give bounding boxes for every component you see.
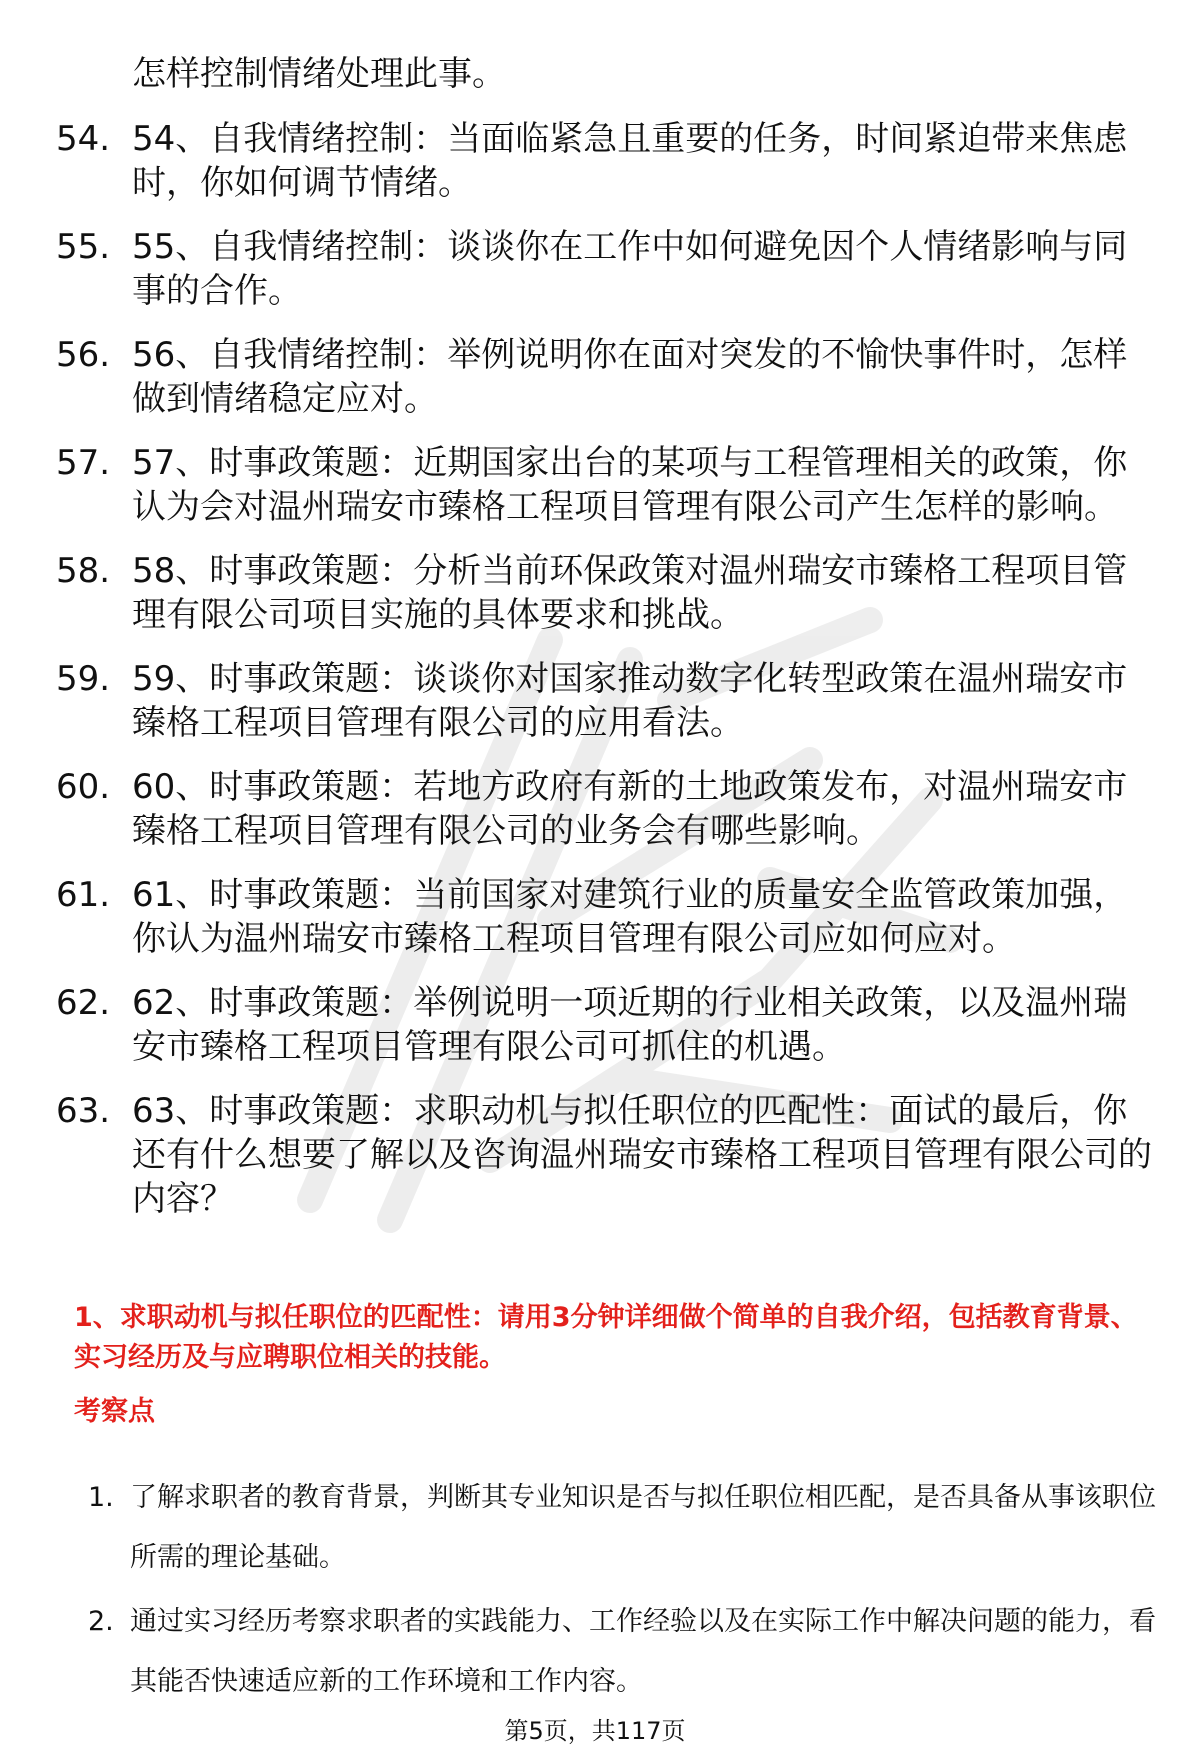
question-text: 63、时事政策题：求职动机与拟任职位的匹配性：面试的最后，你还有什么想要了解以及咨询温州瑞安市臻格工程项目管理有限公司的内容？ bbox=[132, 1091, 1152, 1219]
question-item-60 bbox=[56, 765, 1156, 853]
question-item-59 bbox=[56, 657, 1156, 745]
point-text: 了解求职者的教育背景，判断其专业知识是否与拟任职位相匹配，是否具备从事该职位所需的理论基础。 bbox=[130, 1482, 1156, 1573]
section-subheading: 考察点 bbox=[74, 1396, 155, 1427]
question-text: 54、自我情绪控制：当面临紧急且重要的任务，时间紧迫带来焦虑时，你如何调节情绪。 bbox=[132, 119, 1128, 203]
question-item-62 bbox=[56, 981, 1156, 1069]
question-item-58 bbox=[56, 549, 1156, 637]
question-number: 57. bbox=[56, 443, 111, 483]
continuation-line: 怎样控制情绪处理此事。 bbox=[132, 54, 506, 94]
question-number: 62. bbox=[56, 983, 111, 1023]
point-text: 通过实习经历考察求职者的实践能力、工作经验以及在实际工作中解决问题的能力，看其能否快速适应新的工作环境和工作内容。 bbox=[130, 1606, 1156, 1697]
question-number: 58. bbox=[56, 551, 111, 591]
question-text: 60、时事政策题：若地方政府有新的土地政策发布，对温州瑞安市臻格工程项目管理有限公司的业务会有哪些影响。 bbox=[132, 767, 1128, 851]
question-text: 56、自我情绪控制：举例说明你在面对突发的不愉快事件时，怎样做到情绪稳定应对。 bbox=[132, 335, 1128, 419]
question-text: 59、时事政策题：谈谈你对国家推动数字化转型政策在温州瑞安市臻格工程项目管理有限公司的应用看法。 bbox=[132, 659, 1128, 743]
question-list bbox=[56, 117, 1156, 1241]
question-item-56 bbox=[56, 333, 1156, 421]
question-text: 62、时事政策题：举例说明一项近期的行业相关政策，以及温州瑞安市臻格工程项目管理有限公司可抓住的机遇。 bbox=[132, 983, 1128, 1067]
question-number: 60. bbox=[56, 767, 111, 807]
question-text: 55、自我情绪控制：谈谈你在工作中如何避免因个人情绪影响与同事的合作。 bbox=[132, 227, 1128, 311]
question-item-57 bbox=[56, 441, 1156, 529]
question-number: 54. bbox=[56, 119, 111, 159]
question-number: 61. bbox=[56, 875, 111, 915]
section-heading: 1、求职动机与拟任职位的匹配性：请用3分钟详细做个简单的自我介绍，包括教育背景、实习经历及与应聘职位相关的技能。 bbox=[74, 1302, 1138, 1373]
point-number: 2. bbox=[88, 1606, 114, 1637]
question-number: 55. bbox=[56, 227, 111, 267]
question-item-61 bbox=[56, 873, 1156, 961]
point-number: 1. bbox=[88, 1482, 114, 1513]
question-number: 59. bbox=[56, 659, 111, 699]
evaluation-points-list bbox=[74, 1468, 1164, 1716]
evaluation-point-1 bbox=[74, 1468, 1164, 1588]
evaluation-point-2 bbox=[74, 1592, 1164, 1712]
question-item-63 bbox=[56, 1089, 1156, 1221]
question-item-54 bbox=[56, 117, 1156, 205]
question-item-55 bbox=[56, 225, 1156, 313]
question-number: 63. bbox=[56, 1091, 111, 1131]
question-text: 57、时事政策题：近期国家出台的某项与工程管理相关的政策，你认为会对温州瑞安市臻格工程项目管理有限公司产生怎样的影响。 bbox=[132, 443, 1128, 527]
question-text: 58、时事政策题：分析当前环保政策对温州瑞安市臻格工程项目管理有限公司项目实施的具体要求和挑战。 bbox=[132, 551, 1128, 635]
question-number: 56. bbox=[56, 335, 111, 375]
page-footer: 第5页，共117页 bbox=[504, 1717, 686, 1745]
question-text: 61、时事政策题：当前国家对建筑行业的质量安全监管政策加强，你认为温州瑞安市臻格工程项目管理有限公司应如何应对。 bbox=[132, 875, 1128, 959]
